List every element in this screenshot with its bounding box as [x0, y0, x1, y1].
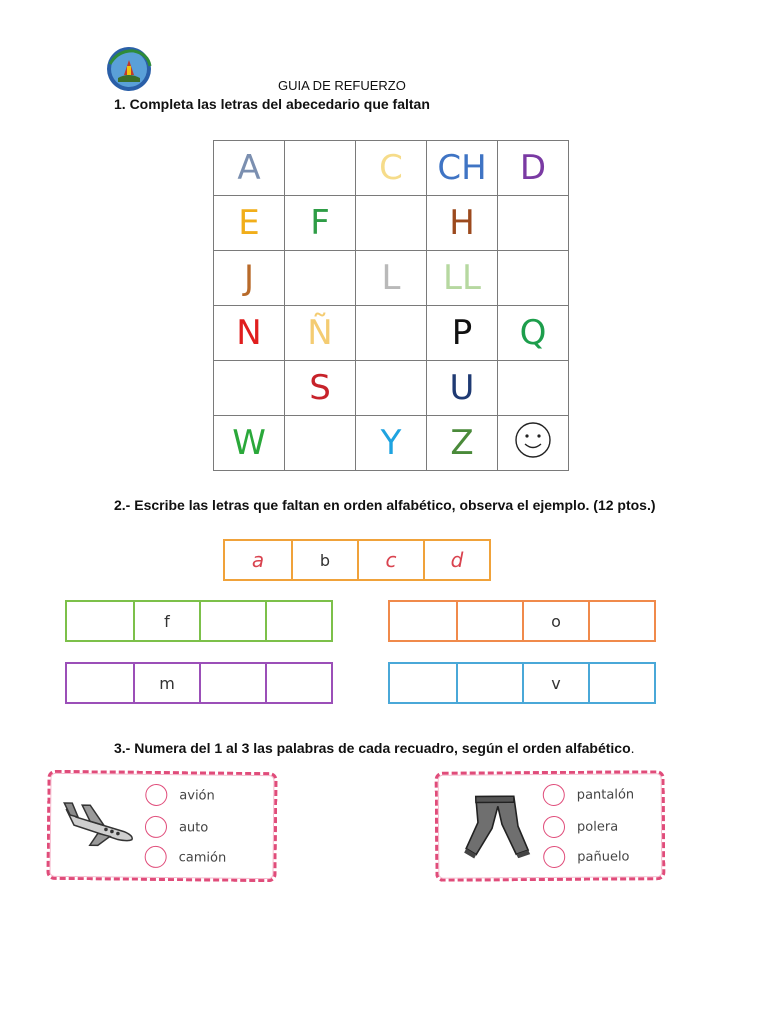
school-crest-icon — [104, 44, 154, 94]
letter-cell: U — [427, 361, 498, 416]
blank-letter-box[interactable] — [265, 600, 333, 642]
page-title: GUIA DE REFUERZO — [278, 78, 406, 93]
question-1-heading: 1. Completa las letras del abecedario que faltan — [114, 96, 430, 112]
option-row — [145, 816, 208, 839]
blank-letter-cell[interactable] — [498, 196, 569, 251]
ordering-box-clothes — [435, 770, 666, 882]
letter-cell: LL — [427, 251, 498, 306]
number-circle-input[interactable] — [543, 816, 565, 838]
letter-cell: C — [356, 141, 427, 196]
letter-cell: CH — [427, 141, 498, 196]
letter-box: v — [522, 662, 590, 704]
letter-cell: Z — [427, 416, 498, 471]
grid-row — [214, 306, 569, 361]
letter-box: b — [291, 539, 359, 581]
blank-letter-box[interactable] — [199, 662, 267, 704]
purple-strip — [65, 662, 333, 704]
question-3-text: 3.- Numera del 1 al 3 las palabras de cada recuadro, según el orden alfabético — [114, 740, 631, 756]
letter-box: c — [357, 539, 425, 581]
letter-cell: E — [214, 196, 285, 251]
blank-letter-cell[interactable] — [285, 141, 356, 196]
number-circle-input[interactable] — [543, 784, 565, 806]
letter-cell: N — [214, 306, 285, 361]
number-circle-input[interactable] — [145, 846, 167, 868]
option-word: polera — [576, 819, 619, 835]
grid-row — [214, 141, 569, 196]
option-row — [145, 784, 215, 807]
number-circle-input[interactable] — [145, 784, 167, 806]
option-word: pantalón — [576, 786, 635, 803]
blank-letter-box[interactable] — [65, 662, 135, 704]
option-word: avión — [179, 787, 215, 804]
letter-box: m — [133, 662, 201, 704]
blank-letter-cell[interactable] — [214, 361, 285, 416]
letter-cell: F — [285, 196, 356, 251]
blank-letter-box[interactable] — [265, 662, 333, 704]
blue-strip — [388, 662, 656, 704]
question-3-period: . — [630, 740, 635, 756]
blank-letter-cell[interactable] — [285, 416, 356, 471]
letter-cell: A — [214, 141, 285, 196]
blank-letter-cell[interactable] — [498, 251, 569, 306]
blank-letter-cell[interactable] — [356, 361, 427, 416]
letter-cell: W — [214, 416, 285, 471]
option-row — [145, 846, 227, 869]
letter-cell: L — [356, 251, 427, 306]
airplane-icon — [60, 795, 139, 848]
green-strip — [65, 600, 333, 642]
blank-letter-box[interactable] — [456, 662, 524, 704]
blank-letter-cell[interactable] — [498, 361, 569, 416]
alphabet-grid — [213, 140, 569, 471]
option-row — [543, 816, 618, 839]
grid-row — [214, 251, 569, 306]
number-circle-input[interactable] — [543, 846, 565, 868]
option-row — [543, 845, 629, 868]
example-strip — [223, 539, 491, 581]
letter-cell: H — [427, 196, 498, 251]
grid-row — [214, 416, 569, 471]
option-word: camión — [178, 849, 227, 866]
letter-cell: S — [285, 361, 356, 416]
blank-letter-box[interactable] — [65, 600, 135, 642]
question-2-heading: 2.- Escribe las letras que faltan en orden alfabético, observa el ejemplo. (12 ptos.) — [114, 497, 656, 513]
blank-letter-box[interactable] — [388, 662, 458, 704]
blank-letter-cell[interactable] — [356, 196, 427, 251]
smiley-icon — [498, 416, 569, 471]
blank-letter-box[interactable] — [456, 600, 524, 642]
blank-letter-box[interactable] — [588, 600, 656, 642]
option-word: pañuelo — [577, 848, 630, 865]
letter-box: d — [423, 539, 491, 581]
option-row — [543, 783, 634, 806]
letter-cell: D — [498, 141, 569, 196]
blank-letter-box[interactable] — [588, 662, 656, 704]
letter-cell: Ñ — [285, 306, 356, 361]
blank-letter-cell[interactable] — [356, 306, 427, 361]
ordering-box-vehicles — [46, 770, 277, 882]
blank-letter-box[interactable] — [199, 600, 267, 642]
letter-box: f — [133, 600, 201, 642]
grid-row — [214, 196, 569, 251]
question-3-heading — [114, 740, 635, 756]
letter-cell: J — [214, 251, 285, 306]
letter-cell: P — [427, 306, 498, 361]
pants-icon — [462, 792, 532, 858]
letter-box: a — [223, 539, 293, 581]
letter-box: o — [522, 600, 590, 642]
option-word: auto — [178, 819, 209, 835]
blank-letter-box[interactable] — [388, 600, 458, 642]
blank-letter-cell[interactable] — [285, 251, 356, 306]
letter-cell: Q — [498, 306, 569, 361]
number-circle-input[interactable] — [145, 816, 167, 838]
orange-strip — [388, 600, 656, 642]
letter-cell: Y — [356, 416, 427, 471]
grid-row — [214, 361, 569, 416]
